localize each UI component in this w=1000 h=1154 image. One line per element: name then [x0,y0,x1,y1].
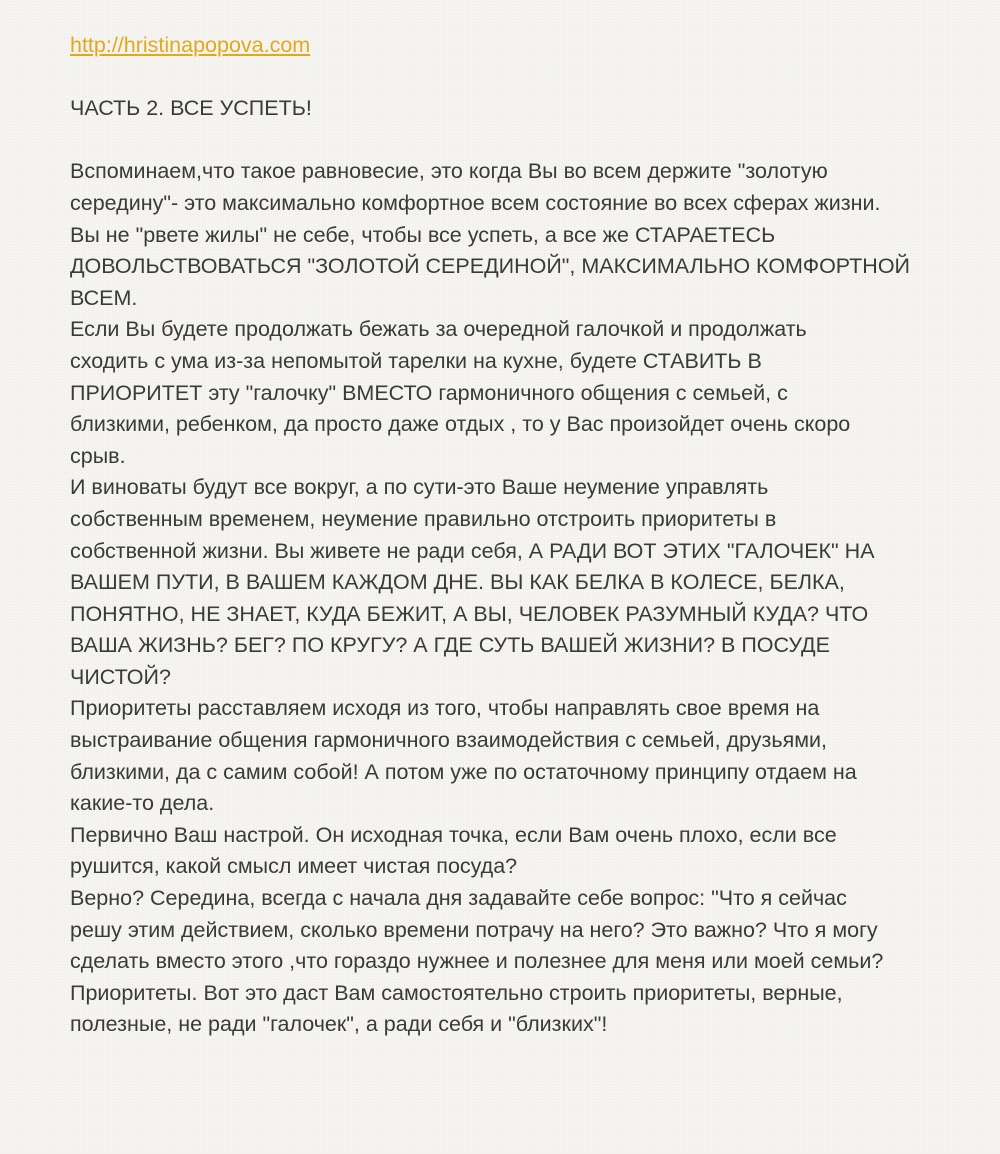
text-line: какие-то дела. [70,791,215,816]
text-line: собственным временем, неумение правильно отстроить приоритеты в [70,506,777,531]
text-line: ВАША ЖИЗНЬ? БЕГ? ПО КРУГУ? А ГДЕ СУТЬ ВАШЕЙ ЖИЗНИ? В ПОСУДЕ [70,633,830,658]
text-line: ПОНЯТНО, НЕ ЗНАЕТ, КУДА БЕЖИТ, А ВЫ, ЧЕЛОВЕК РАЗУМНЫЙ КУДА? ЧТО [70,601,869,626]
text-line: Вспоминаем,что такое равновесие, это когда Вы во всем держите "золотую [70,159,828,184]
text-line: Вы не "рвете жилы" не себе, чтобы все успеть, а все же СТАРАЕТЕСЬ [70,222,776,247]
text-line: сделать вместо этого ,что гораздо нужнее и полезнее для меня или моей семьи? [70,949,884,974]
text-line: середину"- это максимально комфортное всем состояние во всех сферах жизни. [70,190,881,215]
blank-line [70,125,950,157]
text-line: Приоритеты. Вот это даст Вам самостоятельно строить приоритеты, верные, [70,980,843,1005]
text-line: собственной жизни. Вы живете не ради себя, А РАДИ ВОТ ЭТИХ "ГАЛОЧЕК" НА [70,538,875,563]
text-line: полезные, не ради "галочек", а ради себя и "близких"! [70,1012,608,1037]
text-line: близкими, ребенком, да просто даже отдых , то у Вас произойдет очень скоро [70,412,851,437]
text-line: ВСЕМ. [70,285,138,310]
text-line: сходить с ума из-за непомытой тарелки на кухне, будете СТАВИТЬ В [70,348,762,373]
note-heading: ЧАСТЬ 2. ВСЕ УСПЕТЬ! [70,96,312,121]
text-line: Если Вы будете продолжать бежать за очередной галочкой и продолжать [70,317,807,342]
text-line: ВАШЕМ ПУТИ, В ВАШЕМ КАЖДОМ ДНЕ. ВЫ КАК БЕЛКА В КОЛЕСЕ, БЕЛКА, [70,570,845,595]
text-line: И виноваты будут все вокруг, а по сути-это Ваше неумение управлять [70,475,769,500]
text-line: ДОВОЛЬСТВОВАТЬСЯ "ЗОЛОТОЙ СЕРЕДИНОЙ", МАКСИМАЛЬНО КОМФОРТНОЙ [70,254,911,279]
text-line: срыв. [70,443,126,468]
website-link[interactable]: http://hristinapopova.com [70,33,311,57]
text-line: ПРИОРИТЕТ эту "галочку" ВМЕСТО гармоничного общения с семьей, с [70,380,788,405]
text-line: решу этим действием, сколько времени потрачу на него? Это важно? Что я могу [70,917,878,942]
blank-line [70,62,950,94]
text-line: Верно? Середина, всегда с начала дня задавайте себе вопрос: "Что я сейчас [70,886,847,911]
text-line: Первично Ваш настрой. Он исходная точка, если Вам очень плохо, если все [70,822,837,847]
text-line: близкими, да с самим собой! А потом уже по остаточному принципу отдаем на [70,759,857,784]
text-line: выстраивание общения гармоничного взаимодействия с семьей, друзьями, [70,728,827,753]
note-text [70,156,950,1041]
text-line: Приоритеты расставляем исходя из того, чтобы направлять свое время на [70,696,820,721]
note-body [70,30,950,1041]
text-line: рушится, какой смысл имеет чистая посуда? [70,854,518,879]
text-line: ЧИСТОЙ? [70,664,171,689]
